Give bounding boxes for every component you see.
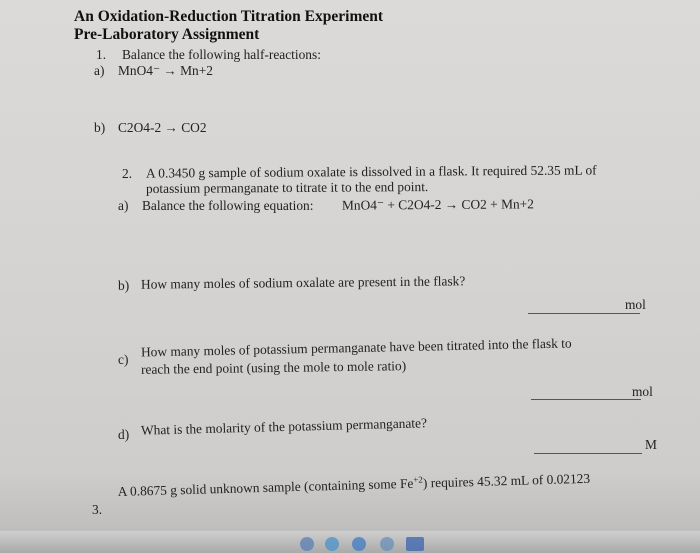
q1-number: 1. [96,47,107,62]
q2c-question-line1: How many moles of potassium permanganate have been titrated into the flask to [140,335,572,360]
q1b-label: b) [94,120,106,135]
q2c-unit: mol [632,384,653,399]
q2c-label: c) [118,352,129,367]
q2d-answer-blank[interactable] [534,453,642,454]
taskbar-app-icon[interactable] [325,537,339,551]
q2a-label: a) [118,198,129,213]
q3-number: 3. [92,502,103,517]
taskbar [0,531,700,553]
q1-instruction: Balance the following half-reactions: [122,47,321,62]
q2a-text: Balance the following equation: [142,198,314,213]
q2b-answer-blank[interactable] [528,313,640,314]
q2b-question: How many moles of sodium oxalate are present in the flask? [140,273,466,292]
q2c-question-line2: reach the end point (using the mole to mole ratio) [140,358,407,377]
q1b-reaction: C2O4-2 → CO2 [118,120,207,135]
q3-text-part1: A 0.8675 g solid unknown sample (containing some Fe [117,475,414,500]
taskbar-app-icon[interactable] [380,537,394,551]
q2d-label: d) [118,427,130,442]
q3-fe-charge: +2 [413,474,423,485]
q2b-label: b) [118,278,130,293]
q2-number: 2. [122,166,133,181]
q2-text-line2: potassium permanganate to titrate it to the end point. [145,179,429,196]
taskbar-app-icon[interactable] [300,537,314,551]
q2d-unit: M [645,437,657,452]
worksheet-subtitle: Pre-Laboratory Assignment [74,26,260,43]
q1a-reaction: MnO4⁻ → Mn+2 [118,63,213,78]
q2b-unit: mol [625,297,646,312]
q2-text-line1: A 0.3450 g sample of sodium oxalate is dissolved in a flask. It required 52.35 mL of [145,162,597,181]
worksheet-title: An Oxidation-Reduction Titration Experiment [74,8,384,25]
q2c-answer-blank[interactable] [531,399,641,400]
q3-text [118,471,591,500]
q2a-equation: MnO4⁻ + C2O4-2 → CO2 + Mn+2 [341,196,534,213]
q1a-label: a) [94,63,105,78]
q2d-question: What is the molarity of the potassium permanganate? [140,415,428,438]
word-app-icon[interactable] [406,537,424,551]
q3-text-part2: ) requires 45.32 mL of 0.02123 [422,470,591,491]
taskbar-app-icon[interactable] [352,537,366,551]
